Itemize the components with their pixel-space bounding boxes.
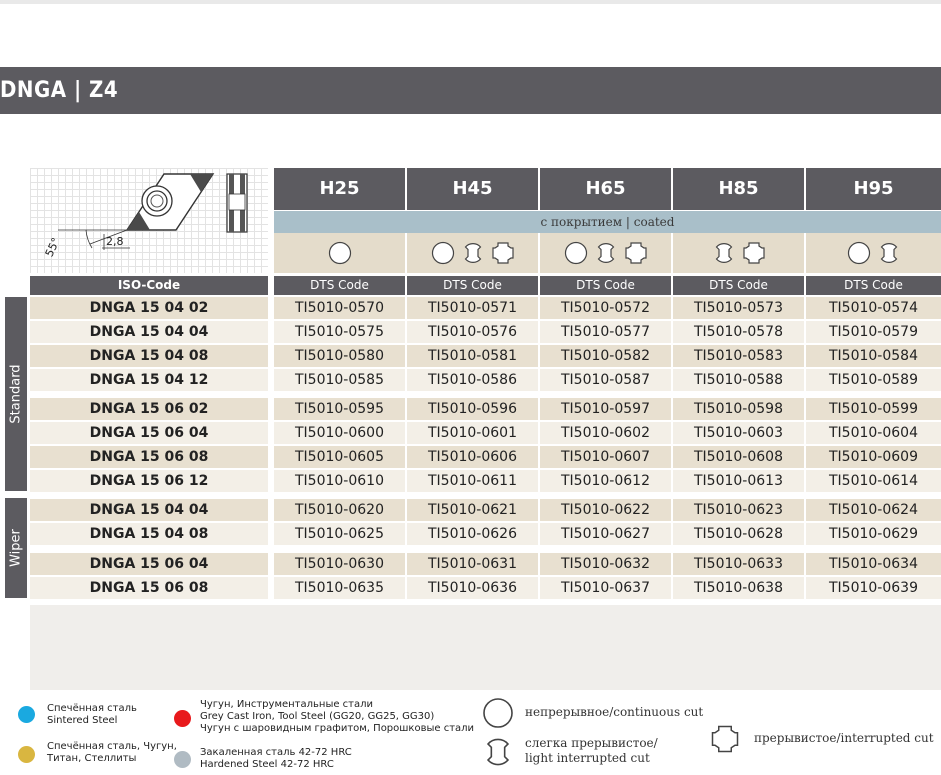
iso-code-cell: DNGA 15 04 08 <box>30 523 268 545</box>
dts-code-cell: TI5010-0610 <box>274 470 405 492</box>
iso-code-cell: DNGA 15 04 08 <box>30 345 268 367</box>
interrupted-cut-icon <box>742 241 766 265</box>
dts-code-cell: TI5010-0601 <box>407 422 538 444</box>
interrupted-cut-icon <box>624 241 648 265</box>
dts-code-cell: TI5010-0586 <box>407 369 538 391</box>
dts-code-cell: TI5010-0622 <box>540 499 671 521</box>
dts-code-cell: TI5010-0605 <box>274 446 405 468</box>
dts-code-cell: TI5010-0595 <box>274 398 405 420</box>
light-cut-icon <box>712 241 736 265</box>
dts-code-cell: TI5010-0631 <box>407 553 538 575</box>
legend-sintered <box>47 703 137 727</box>
grade-header-h25: H25 <box>274 168 405 210</box>
legend-interrupted: прерывистое/interrupted cut <box>754 731 934 745</box>
cut-icons-h85 <box>673 233 804 273</box>
legend-cast-iron <box>200 699 474 735</box>
dts-code-cell: TI5010-0612 <box>540 470 671 492</box>
grade-header-h95: H95 <box>806 168 941 210</box>
iso-code-header: ISO-Code <box>30 276 268 295</box>
cut-icons-h45 <box>407 233 538 273</box>
legend-text: Чугун, Инструментальные стали <box>200 699 374 710</box>
notes-panel <box>30 605 941 690</box>
dts-code-cell: TI5010-0611 <box>407 470 538 492</box>
light-cut-icon <box>461 241 485 265</box>
title-bar <box>0 67 941 114</box>
legend-hardened <box>200 747 352 771</box>
dts-code-cell: TI5010-0613 <box>673 470 804 492</box>
dts-code-cell: TI5010-0620 <box>274 499 405 521</box>
dts-code-cell: TI5010-0583 <box>673 345 804 367</box>
dts-code-header: DTS Code <box>274 276 405 295</box>
dts-code-cell: TI5010-0584 <box>806 345 941 367</box>
dts-code-cell: TI5010-0573 <box>673 297 804 319</box>
iso-code-cell: DNGA 15 06 08 <box>30 446 268 468</box>
legend-text: Спечённая сталь, Чугун, <box>47 741 177 752</box>
dts-code-cell: TI5010-0633 <box>673 553 804 575</box>
dts-code-cell: TI5010-0634 <box>806 553 941 575</box>
legend-text: Спечённая сталь <box>47 703 137 714</box>
group-label-standard <box>5 297 27 491</box>
dts-code-cell: TI5010-0621 <box>407 499 538 521</box>
iso-code-cell: DNGA 15 06 02 <box>30 398 268 420</box>
material-dot-titanium <box>18 746 35 763</box>
light-interrupted-cut-icon <box>482 736 514 772</box>
dts-code-cell: TI5010-0570 <box>274 297 405 319</box>
iso-code-cell: DNGA 15 06 04 <box>30 553 268 575</box>
dts-code-header: DTS Code <box>673 276 804 295</box>
iso-code-cell: DNGA 15 04 04 <box>30 321 268 343</box>
dts-code-cell: TI5010-0571 <box>407 297 538 319</box>
light-cut-icon <box>594 241 618 265</box>
dts-code-cell: TI5010-0627 <box>540 523 671 545</box>
dts-code-cell: TI5010-0587 <box>540 369 671 391</box>
dts-code-cell: TI5010-0636 <box>407 577 538 599</box>
light-cut-icon <box>877 241 901 265</box>
dts-code-cell: TI5010-0576 <box>407 321 538 343</box>
iso-code-cell: DNGA 15 06 12 <box>30 470 268 492</box>
grade-header-h65: H65 <box>540 168 671 210</box>
dts-code-cell: TI5010-0626 <box>407 523 538 545</box>
dts-code-cell: TI5010-0630 <box>274 553 405 575</box>
dts-code-cell: TI5010-0600 <box>274 422 405 444</box>
dts-code-cell: TI5010-0589 <box>806 369 941 391</box>
continuous-cut-icon <box>482 697 514 733</box>
dts-code-cell: TI5010-0582 <box>540 345 671 367</box>
dts-code-cell: TI5010-0638 <box>673 577 804 599</box>
legend-text: Титан, Стеллиты <box>47 753 137 764</box>
legend-text: Sintered Steel <box>47 715 118 726</box>
legend-titanium <box>47 741 177 765</box>
legend-text: Grey Cast Iron, Tool Steel (GG20, GG25, GG30) <box>200 711 435 722</box>
dts-code-cell: TI5010-0575 <box>274 321 405 343</box>
dts-code-cell: TI5010-0572 <box>540 297 671 319</box>
dts-code-cell: TI5010-0588 <box>673 369 804 391</box>
top-divider <box>0 0 941 4</box>
dts-code-cell: TI5010-0635 <box>274 577 405 599</box>
dts-code-cell: TI5010-0625 <box>274 523 405 545</box>
continuous-cut-icon <box>431 241 455 265</box>
dts-code-cell: TI5010-0577 <box>540 321 671 343</box>
iso-code-cell: DNGA 15 04 02 <box>30 297 268 319</box>
dts-code-cell: TI5010-0580 <box>274 345 405 367</box>
page-title: DNGA | Z4 <box>0 78 119 103</box>
insert-drawing <box>30 168 268 273</box>
dts-code-cell: TI5010-0623 <box>673 499 804 521</box>
dts-code-cell: TI5010-0585 <box>274 369 405 391</box>
continuous-cut-icon <box>564 241 588 265</box>
dts-code-cell: TI5010-0624 <box>806 499 941 521</box>
cut-icons-h65 <box>540 233 671 273</box>
dts-code-cell: TI5010-0632 <box>540 553 671 575</box>
dts-code-cell: TI5010-0604 <box>806 422 941 444</box>
dts-code-cell: TI5010-0608 <box>673 446 804 468</box>
legend-text: Hardened Steel 42-72 HRC <box>200 759 334 770</box>
angle-label: 55° <box>42 235 63 259</box>
dts-code-cell: TI5010-0606 <box>407 446 538 468</box>
cut-icons-h25 <box>274 233 405 273</box>
coated-label: с покрытием | coated <box>274 211 941 233</box>
iso-code-cell: DNGA 15 04 12 <box>30 369 268 391</box>
legend-text: слегка прерывистое/ <box>525 736 658 750</box>
dts-code-cell: TI5010-0599 <box>806 398 941 420</box>
continuous-cut-icon <box>328 241 352 265</box>
legend-light-interrupted <box>525 736 658 766</box>
group-label-text: Wiper <box>8 529 24 567</box>
dts-code-cell: TI5010-0609 <box>806 446 941 468</box>
dts-code-cell: TI5010-0629 <box>806 523 941 545</box>
dts-code-header: DTS Code <box>407 276 538 295</box>
iso-code-cell: DNGA 15 06 08 <box>30 577 268 599</box>
legend-continuous: непрерывное/continuous cut <box>525 705 704 719</box>
material-dot-hardened <box>174 751 191 768</box>
dts-code-cell: TI5010-0574 <box>806 297 941 319</box>
dts-code-cell: TI5010-0637 <box>540 577 671 599</box>
grade-header-h45: H45 <box>407 168 538 210</box>
dts-code-cell: TI5010-0581 <box>407 345 538 367</box>
dts-code-cell: TI5010-0598 <box>673 398 804 420</box>
dts-code-cell: TI5010-0603 <box>673 422 804 444</box>
dts-code-header: DTS Code <box>540 276 671 295</box>
dts-code-cell: TI5010-0614 <box>806 470 941 492</box>
dts-code-cell: TI5010-0602 <box>540 422 671 444</box>
iso-code-cell: DNGA 15 04 04 <box>30 499 268 521</box>
interrupted-cut-icon <box>710 724 740 758</box>
material-dot-cast-iron <box>174 710 191 727</box>
dts-code-cell: TI5010-0628 <box>673 523 804 545</box>
dts-code-cell: TI5010-0607 <box>540 446 671 468</box>
dts-code-cell: TI5010-0578 <box>673 321 804 343</box>
iso-code-cell: DNGA 15 06 04 <box>30 422 268 444</box>
group-label-text: Standard <box>8 364 24 424</box>
grade-header-h85: H85 <box>673 168 804 210</box>
legend-text: Закаленная сталь 42-72 HRC <box>200 747 352 758</box>
group-label-wiper <box>5 498 27 598</box>
dts-code-cell: TI5010-0579 <box>806 321 941 343</box>
interrupted-cut-icon <box>491 241 515 265</box>
dts-code-header: DTS Code <box>806 276 941 295</box>
cut-icons-h95 <box>806 233 941 273</box>
dts-code-cell: TI5010-0639 <box>806 577 941 599</box>
dimension-label: 2,8 <box>106 235 124 248</box>
continuous-cut-icon <box>847 241 871 265</box>
dts-code-cell: TI5010-0597 <box>540 398 671 420</box>
legend-text: Чугун с шаровидным графитом, Порошковые стали <box>200 723 475 734</box>
material-dot-sintered <box>18 706 35 723</box>
dts-code-cell: TI5010-0596 <box>407 398 538 420</box>
legend-text: light interrupted cut <box>525 751 650 765</box>
